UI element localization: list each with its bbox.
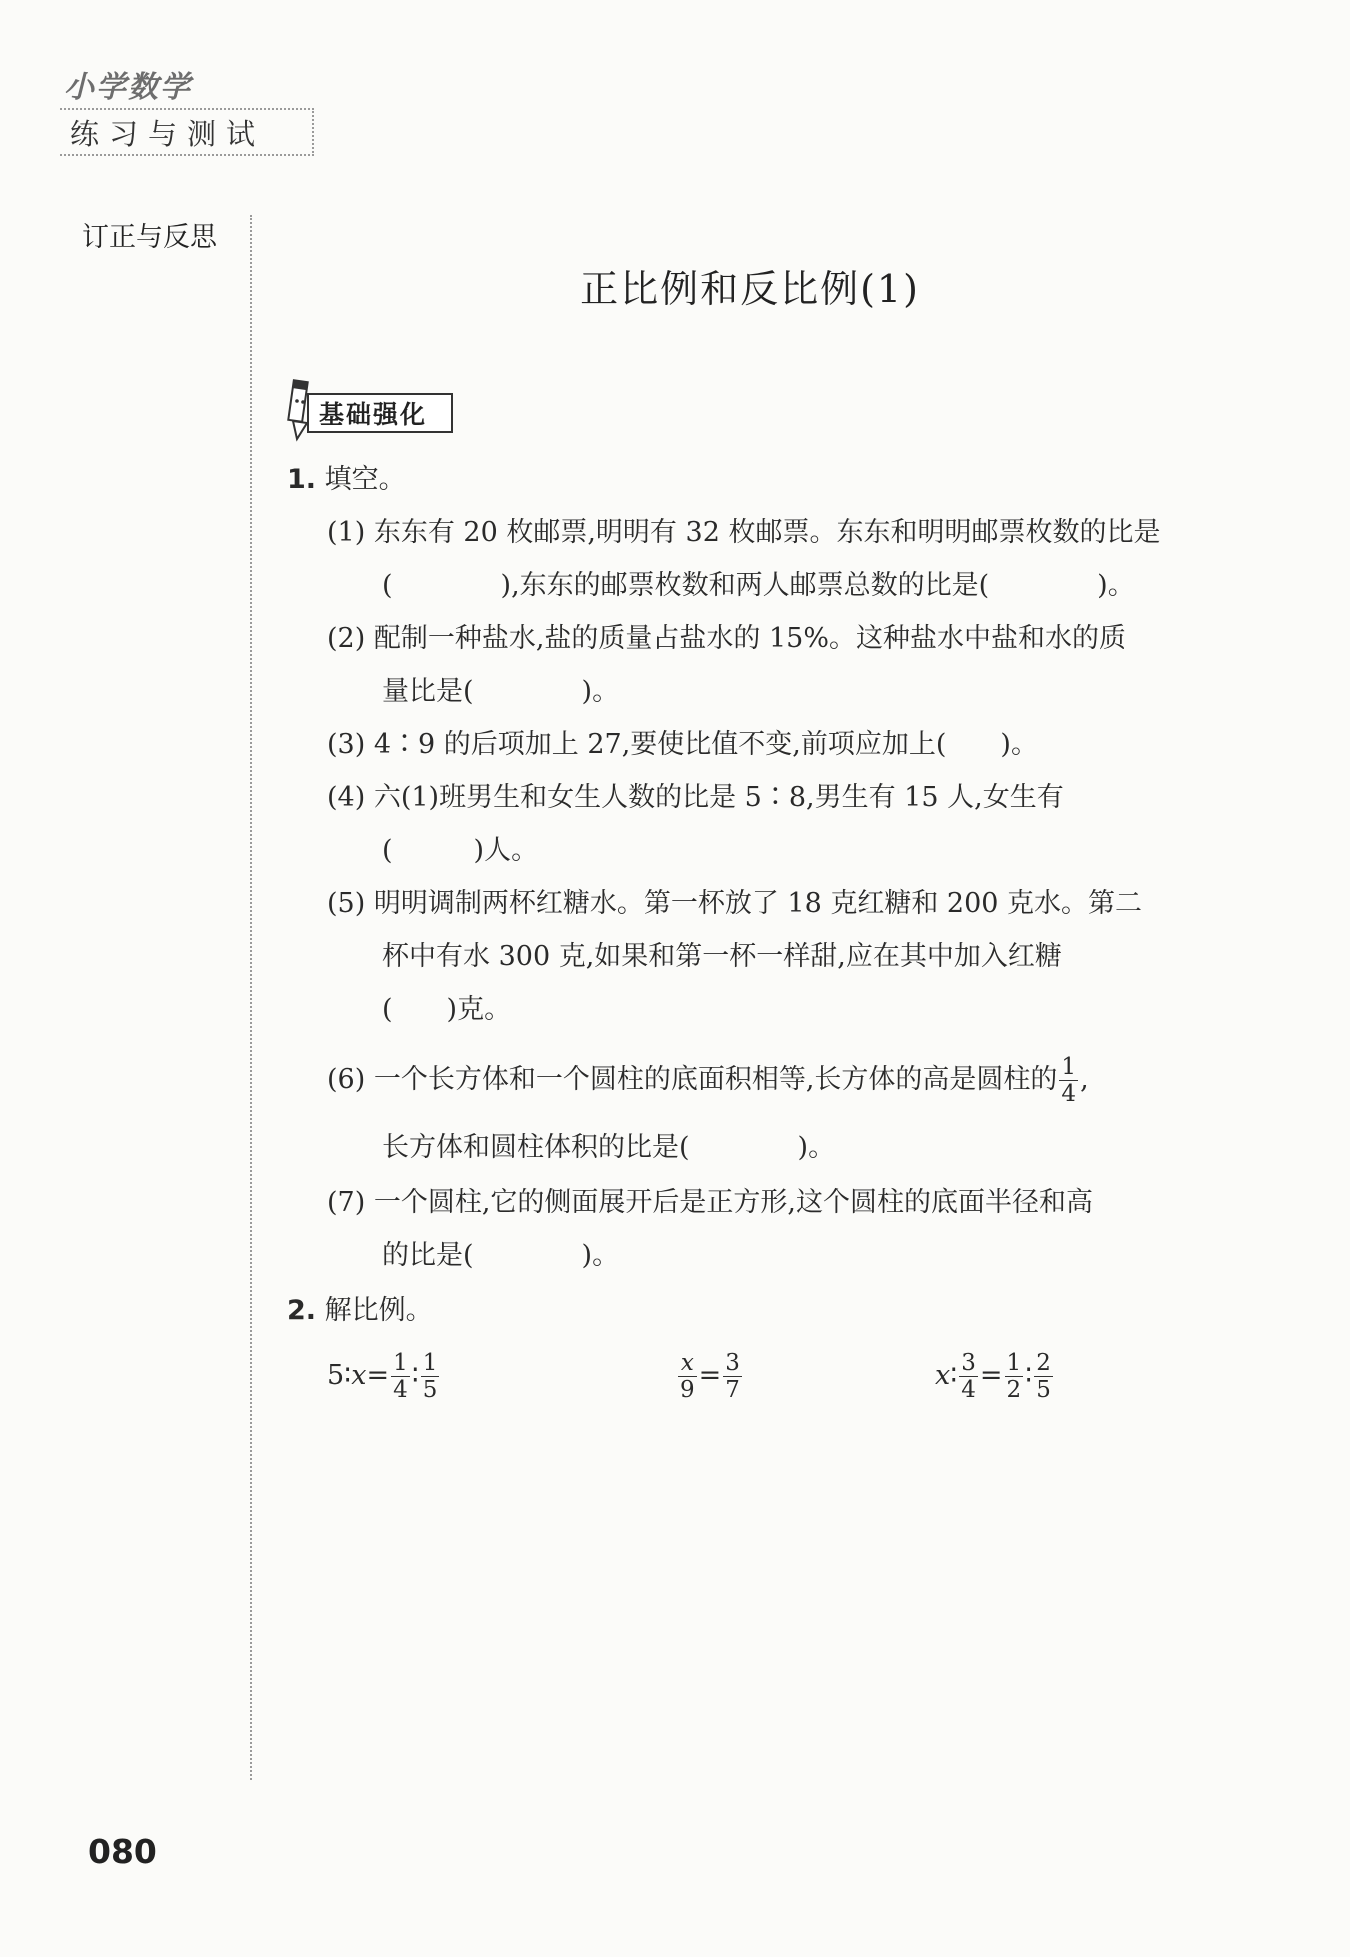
fraction xyxy=(1059,1054,1078,1107)
fraction xyxy=(1034,1350,1053,1403)
question-1-number: 1. xyxy=(287,464,317,495)
question-2-text: 解比例。 xyxy=(324,1295,433,1326)
eq3-equals: = xyxy=(979,1360,1003,1391)
fraction-denominator: 4 xyxy=(1061,1081,1077,1107)
ratio-sign: ∶ xyxy=(950,1360,958,1391)
q1-line-6: (4) 六(1)班男生和女生人数的比是 5∶8,男生有 15 人,女生有 xyxy=(327,782,1064,813)
q1-line-11-text: (6) 一个长方体和一个圆柱的底面积相等,长方体的高是圆柱的 xyxy=(327,1064,1058,1095)
fraction-numerator: 3 xyxy=(725,1350,740,1376)
fraction-numerator: 1 xyxy=(1006,1350,1022,1376)
fraction-numerator: 3 xyxy=(961,1350,976,1376)
q1-line-11 xyxy=(327,1050,1089,1110)
margin-label: 订正与反思 xyxy=(82,222,217,253)
q1-line-14: 的比是( )。 xyxy=(382,1240,620,1271)
q1-line-4: 量比是( )。 xyxy=(382,676,620,707)
fraction xyxy=(1005,1350,1024,1403)
fraction-denominator: 7 xyxy=(725,1377,740,1403)
question-1-text: 填空。 xyxy=(324,464,406,495)
q1-line-13: (7) 一个圆柱,它的侧面展开后是正方形,这个圆柱的底面半径和高 xyxy=(327,1187,1093,1218)
q1-line-10: ( )克。 xyxy=(382,994,512,1025)
eq1-term: 5∶ xyxy=(327,1360,352,1391)
book-title: 练习与测试 xyxy=(70,117,266,151)
q1-line-8: (5) 明明调制两杯红糖水。第一杯放了 18 克红糖和 200 克水。第二 xyxy=(327,888,1143,919)
eq3-variable: x xyxy=(935,1360,951,1391)
comma: , xyxy=(1080,1064,1089,1095)
fraction-denominator: 2 xyxy=(1006,1377,1022,1403)
q1-line-2: ( ),东东的邮票枚数和两人邮票总数的比是( )。 xyxy=(382,570,1135,601)
fraction-numerator: x xyxy=(678,1350,697,1377)
section-badge xyxy=(283,375,453,435)
q1-line-3: (2) 配制一种盐水,盐的质量占盐水的 15%。这种盐水中盐和水的质 xyxy=(327,623,1127,654)
q1-line-1: (1) 东东有 20 枚邮票,明明有 32 枚邮票。东东和明明邮票枚数的比是 xyxy=(327,517,1161,548)
fraction-numerator: 1 xyxy=(1061,1054,1077,1080)
fraction-denominator: 5 xyxy=(422,1377,438,1403)
eq2-equals: = xyxy=(698,1360,722,1391)
question-1-title xyxy=(287,462,406,498)
eq1-variable: x xyxy=(351,1360,367,1391)
fraction-denominator: 5 xyxy=(1036,1377,1051,1403)
fraction-denominator: 4 xyxy=(961,1377,976,1403)
question-2-title xyxy=(287,1293,433,1329)
page-number: 080 xyxy=(88,1832,157,1871)
fraction xyxy=(678,1350,697,1403)
margin-divider xyxy=(250,215,252,1780)
page-title: 正比例和反比例(1) xyxy=(580,267,920,311)
equation-2 xyxy=(676,1350,744,1403)
ratio-sign: ∶ xyxy=(411,1360,419,1391)
equation-1 xyxy=(327,1350,441,1403)
book-series-logo: 小学数学 xyxy=(64,70,192,105)
fraction-numerator: 2 xyxy=(1036,1350,1051,1376)
fraction-numerator: 1 xyxy=(393,1350,408,1376)
book-title-box xyxy=(60,108,314,156)
q1-line-9: 杯中有水 300 克,如果和第一杯一样甜,应在其中加入红糖 xyxy=(382,941,1062,972)
fraction xyxy=(959,1350,978,1403)
q1-line-7: ( )人。 xyxy=(382,835,539,866)
fraction xyxy=(723,1350,742,1403)
fraction-denominator: 9 xyxy=(680,1377,695,1403)
eq1-equals: = xyxy=(366,1360,390,1391)
ratio-sign: ∶ xyxy=(1025,1360,1033,1391)
section-label: 基础强化 xyxy=(319,400,428,429)
fraction-denominator: 4 xyxy=(393,1377,408,1403)
fraction xyxy=(391,1350,410,1403)
fraction xyxy=(421,1350,440,1403)
equation-3 xyxy=(935,1350,1055,1403)
q1-line-5: (3) 4∶9 的后项加上 27,要使比值不变,前项应加上( )。 xyxy=(327,729,1038,760)
question-2-number: 2. xyxy=(287,1295,317,1326)
fraction-numerator: 1 xyxy=(422,1350,438,1376)
q1-line-12: 长方体和圆柱体积的比是( )。 xyxy=(382,1132,836,1163)
